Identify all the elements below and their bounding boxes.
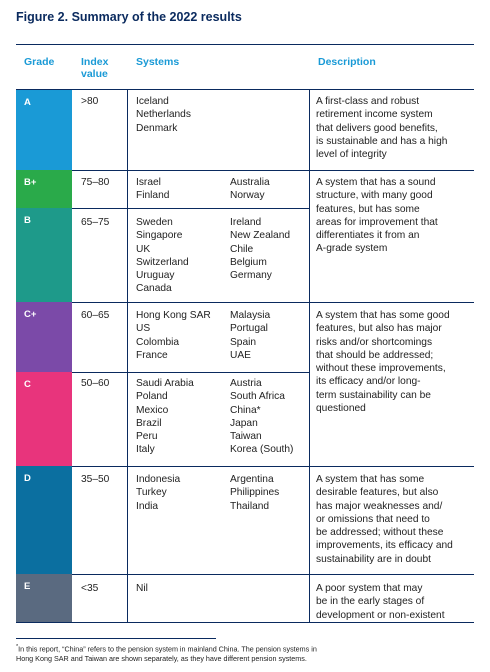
systems-left-line: France: [136, 349, 168, 361]
systems-left: [136, 176, 169, 203]
grade-label: B+: [24, 177, 37, 188]
description-line: A-grade system: [316, 243, 388, 255]
systems-right-line: Portugal: [230, 323, 268, 335]
systems-left: [136, 473, 180, 513]
systems-left-line: Italy: [136, 444, 155, 456]
description-line: that should be addressed;: [316, 349, 434, 361]
description-line: improvements, its efficacy and: [316, 540, 453, 552]
description-line: A first-class and robust: [316, 96, 420, 107]
systems-right-line: Malaysia: [230, 310, 271, 321]
systems-left-line: Mexico: [136, 404, 169, 416]
description-line: features, but also has major: [316, 323, 442, 335]
grade-label: E: [24, 581, 31, 592]
row-rule: [72, 574, 474, 575]
description-line: questioned: [316, 403, 366, 415]
row-rule: [72, 302, 474, 303]
systems-left-line: Sweden: [136, 217, 173, 228]
row-rule: [72, 372, 309, 373]
description-line: areas for improvement that: [316, 216, 438, 228]
systems-left-line: Iceland: [136, 96, 169, 107]
grade-band-d: [16, 466, 72, 574]
footnote-marker: *: [16, 644, 19, 650]
header-rule: [16, 89, 474, 90]
footnote-line1: In this report, “China” refers to the pension system in mainland China. The pension systems in: [18, 644, 317, 654]
row-rule: [72, 466, 474, 467]
systems-right-line: Japan: [230, 417, 258, 429]
description-line: its efficacy and/or long-: [316, 376, 421, 388]
description-line: structure, with many good: [316, 190, 433, 202]
systems-right-line: Taiwan: [230, 431, 262, 443]
systems-left-line: India: [136, 500, 159, 512]
systems-left-line: Colombia: [136, 336, 180, 348]
grade-band-c: [16, 372, 72, 466]
systems-left: [136, 95, 191, 135]
systems-left: [136, 377, 194, 457]
systems-right-line: South Africa: [230, 391, 285, 403]
systems-right-line: Austria: [230, 378, 262, 389]
grade-band-bplus: [16, 170, 72, 208]
description-line: retirement income system: [316, 109, 433, 121]
header-index: [81, 56, 108, 80]
systems-right: [230, 176, 270, 203]
footnote-rule: [16, 638, 216, 639]
index-value: 50–60: [81, 378, 110, 389]
header-description: Description: [318, 56, 376, 68]
description-line: level of integrity: [316, 149, 387, 161]
description-line: without these improvements,: [316, 363, 446, 375]
description: [316, 582, 476, 622]
systems-right: [230, 309, 270, 362]
systems-left-line: Brazil: [136, 417, 162, 429]
systems-right-line: China*: [230, 404, 261, 416]
systems-left-line: Turkey: [136, 487, 167, 499]
grade-band-a: [16, 90, 72, 170]
grade-label: C+: [24, 309, 37, 320]
index-value: <35: [81, 583, 99, 594]
systems-right-line: UAE: [230, 349, 251, 361]
systems-left-line: Canada: [136, 283, 172, 295]
description: [316, 473, 476, 566]
grade-label: C: [24, 379, 31, 390]
description: [316, 95, 476, 161]
grade-label: A: [24, 97, 31, 108]
systems-left-line: Peru: [136, 431, 158, 443]
systems-left: [136, 582, 148, 595]
row-rule: [72, 170, 474, 171]
systems-left-line: Uruguay: [136, 270, 175, 282]
grade-label: B: [24, 215, 31, 226]
systems-left: [136, 216, 189, 296]
systems-left-line: Saudi Arabia: [136, 378, 194, 389]
index-value: >80: [81, 96, 99, 107]
top-rule: [16, 44, 474, 45]
description-line: differentiates it from an: [316, 230, 420, 242]
description: [316, 176, 476, 256]
header-index-line2: value: [81, 68, 108, 80]
systems-right-line: Philippines: [230, 487, 280, 499]
systems-right-line: Argentina: [230, 474, 274, 485]
systems-left-line: Finland: [136, 190, 170, 202]
footnote-line2: Hong Kong SAR and Taiwan are shown separately, as they have different pension systems.: [16, 653, 307, 663]
systems-left-line: Poland: [136, 391, 168, 403]
index-value: 35–50: [81, 474, 110, 485]
description-line: A system that has some: [316, 474, 425, 485]
systems-right-line: Chile: [230, 243, 254, 255]
systems-right-line: Korea (South): [230, 444, 294, 456]
systems-right-line: Australia: [230, 177, 270, 188]
description-line: A system that has a sound: [316, 177, 436, 188]
systems-left: [136, 309, 211, 362]
description-line: features, but has some: [316, 203, 420, 215]
description-line: be in the early stages of: [316, 596, 425, 608]
systems-right-line: Thailand: [230, 500, 270, 512]
systems-left-line: Switzerland: [136, 256, 189, 268]
systems-right-line: New Zealand: [230, 230, 291, 242]
systems-left-line: UK: [136, 243, 151, 255]
description-line: term sustainability can be: [316, 389, 431, 401]
figure-title: Figure 2. Summary of the 2022 results: [16, 10, 242, 24]
description-line: A poor system that may: [316, 583, 423, 594]
header-systems: Systems: [136, 56, 180, 68]
description-line: or omissions that need to: [316, 513, 430, 525]
description-line: that delivers good benefits,: [316, 122, 438, 134]
systems-left-line: Hong Kong SAR: [136, 310, 211, 321]
description-line: development or non-existent: [316, 609, 445, 621]
systems-right: [230, 377, 293, 457]
systems-left-line: Indonesia: [136, 474, 181, 485]
systems-right: [230, 216, 290, 282]
systems-left-line: US: [136, 323, 151, 335]
description-line: desirable features, but also: [316, 487, 439, 499]
systems-right-line: Norway: [230, 190, 265, 202]
header-grade: Grade: [24, 56, 55, 68]
description-line: A system that has some good: [316, 310, 450, 321]
grade-band-e: [16, 574, 72, 622]
index-value: 65–75: [81, 217, 110, 228]
description: [316, 309, 476, 415]
systems-right-line: Spain: [230, 336, 257, 348]
systems-right-line: Germany: [230, 270, 272, 282]
index-value: 75–80: [81, 177, 110, 188]
description-line: be addressed; without these: [316, 527, 444, 539]
row-rule: [72, 208, 309, 209]
systems-right-line: Ireland: [230, 217, 262, 228]
systems-right: [230, 473, 279, 513]
systems-left-line: Netherlands: [136, 109, 191, 121]
header-index-line1: Index: [81, 56, 109, 68]
description-line: is sustainable and has a high: [316, 135, 448, 147]
systems-right-line: Belgium: [230, 256, 267, 268]
grade-band-cplus: [16, 302, 72, 372]
systems-left-line: Nil: [136, 583, 148, 594]
description-line: sustainability are in doubt: [316, 553, 431, 565]
systems-left-line: Israel: [136, 177, 161, 188]
systems-left-line: Denmark: [136, 122, 178, 134]
table-bottom-rule: [16, 622, 474, 623]
grade-label: D: [24, 473, 31, 484]
footnote: [16, 643, 476, 663]
description-line: has major weaknesses and/: [316, 500, 443, 512]
description-line: risks and/or shortcomings: [316, 336, 433, 348]
grade-band-b: [16, 208, 72, 302]
index-value: 60–65: [81, 310, 110, 321]
systems-left-line: Singapore: [136, 230, 183, 242]
